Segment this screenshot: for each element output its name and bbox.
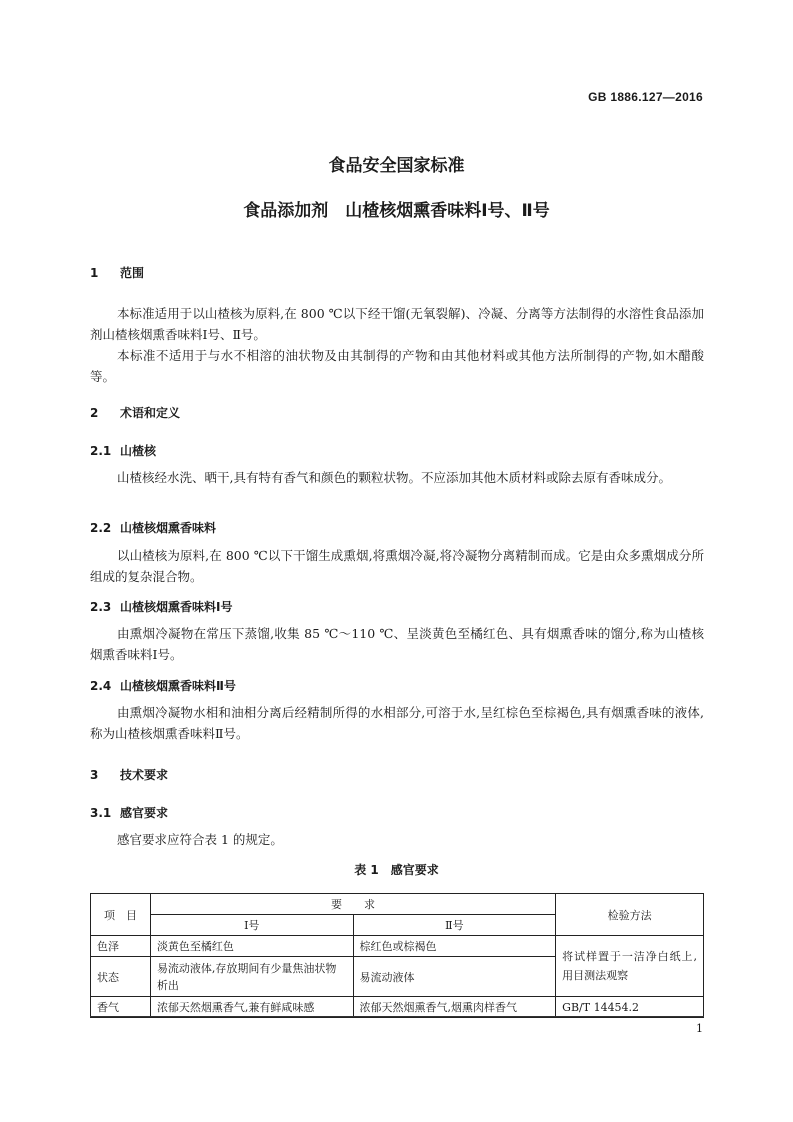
table-header-method: 检验方法: [556, 894, 704, 936]
table-cell-type-1: 易流动液体,存放期间有少量焦油状物析出: [150, 957, 353, 997]
section-number: 3: [90, 768, 99, 782]
section-2-heading: [90, 404, 180, 421]
table-header-type-2: Ⅱ号: [353, 915, 556, 936]
sensory-requirements-table: [90, 893, 704, 1018]
table-cell-item: 色泽: [91, 936, 151, 957]
paragraph: 由熏烟冷凝物水相和油相分离后经精制所得的水相部分,可溶于水,呈红棕色至棕褐色,具有烟熏香味的液体,称为山楂核烟熏香味料Ⅱ号。: [90, 705, 704, 741]
section-3-1-heading: [90, 804, 168, 821]
section-title: 山楂核烟熏香味料: [120, 521, 217, 535]
section-title: 山楂核烟熏香味料Ⅱ号: [120, 679, 236, 693]
section-title: 山楂核烟熏香味料Ⅰ号: [120, 600, 233, 614]
section-number: 3.1: [90, 806, 112, 820]
section-number: 2.1: [90, 444, 112, 458]
table-cell-item: 状态: [91, 957, 151, 997]
section-1-heading: [90, 264, 144, 281]
paragraph: 本标准不适用于与水不相溶的油状物及由其制得的产物和由其他材料或其他方法所制得的产物,如木醋酸等。: [90, 348, 704, 384]
section-number: 2: [90, 406, 99, 420]
table-row: [91, 936, 704, 957]
section-title: 术语和定义: [120, 406, 181, 420]
footer-divider: [90, 1016, 704, 1017]
paragraph: 本标准适用于以山楂核为原料,在 800 ℃以下经干馏(无氧裂解)、冷凝、分离等方法制得的水溶性食品添加剂山楂核烟熏香味料Ⅰ号、Ⅱ号。: [90, 306, 704, 342]
section-title: 山楂核: [120, 444, 157, 458]
section-title: 感官要求: [120, 806, 169, 820]
paragraph: 感官要求应符合表 1 的规定。: [117, 832, 283, 847]
table-cell-method-merged: 将试样置于一洁净白纸上,用目测法观察: [556, 936, 704, 997]
paragraph: 由熏烟冷凝物在常压下蒸馏,收集 85 ℃～110 ℃、呈淡黄色至橘红色、具有烟熏香味的馏分,称为山楂核烟熏香味料Ⅰ号。: [90, 626, 704, 662]
table-header-requirements: 要 求: [150, 894, 555, 915]
section-2-4-heading: [90, 677, 236, 694]
table-cell-type-1: 浓郁天然烟熏香气,兼有鲜咸味感: [150, 997, 353, 1018]
section-2-2-heading: [90, 519, 216, 536]
section-2-3-heading: [90, 598, 232, 615]
table-header-type-1: Ⅰ号: [150, 915, 353, 936]
section-title: 技术要求: [120, 768, 169, 782]
page-title: 食品安全国家标准: [328, 156, 465, 176]
paragraph: 山楂核经水洗、晒干,具有特有香气和颜色的颗粒状物。不应添加其他木质材料或除去原有香味成分。: [117, 470, 671, 485]
table-cell-type-1: 淡黄色至橘红色: [150, 936, 353, 957]
page-subtitle: 食品添加剂 山楂核烟熏香味料Ⅰ号、Ⅱ号: [243, 201, 550, 221]
standard-number: GB 1886.127—2016: [588, 90, 703, 104]
section-number: 2.2: [90, 521, 112, 535]
paragraph: 以山楂核为原料,在 800 ℃以下干馏生成熏烟,将熏烟冷凝,将冷凝物分离精制而成。它是由众多熏烟成分所组成的复杂混合物。: [90, 548, 704, 584]
table-cell-type-2: 棕红色或棕褐色: [353, 936, 556, 957]
table-row: [91, 997, 704, 1018]
section-2-1-heading: [90, 442, 156, 459]
table-cell-type-2: 浓郁天然烟熏香气,烟熏肉样香气: [353, 997, 556, 1018]
table-cell-type-2: 易流动液体: [353, 957, 556, 997]
section-number: 2.4: [90, 679, 112, 693]
table-header-item: 项 目: [91, 894, 151, 936]
section-3-heading: [90, 766, 168, 783]
section-title: 范围: [120, 266, 145, 280]
page-number: 1: [696, 1022, 703, 1035]
table-cell-method: GB/T 14454.2: [556, 997, 704, 1018]
table-caption: 表 1 感官要求: [354, 863, 439, 877]
section-number: 1: [90, 266, 99, 280]
section-number: 2.3: [90, 600, 112, 614]
table-cell-item: 香气: [91, 997, 151, 1018]
